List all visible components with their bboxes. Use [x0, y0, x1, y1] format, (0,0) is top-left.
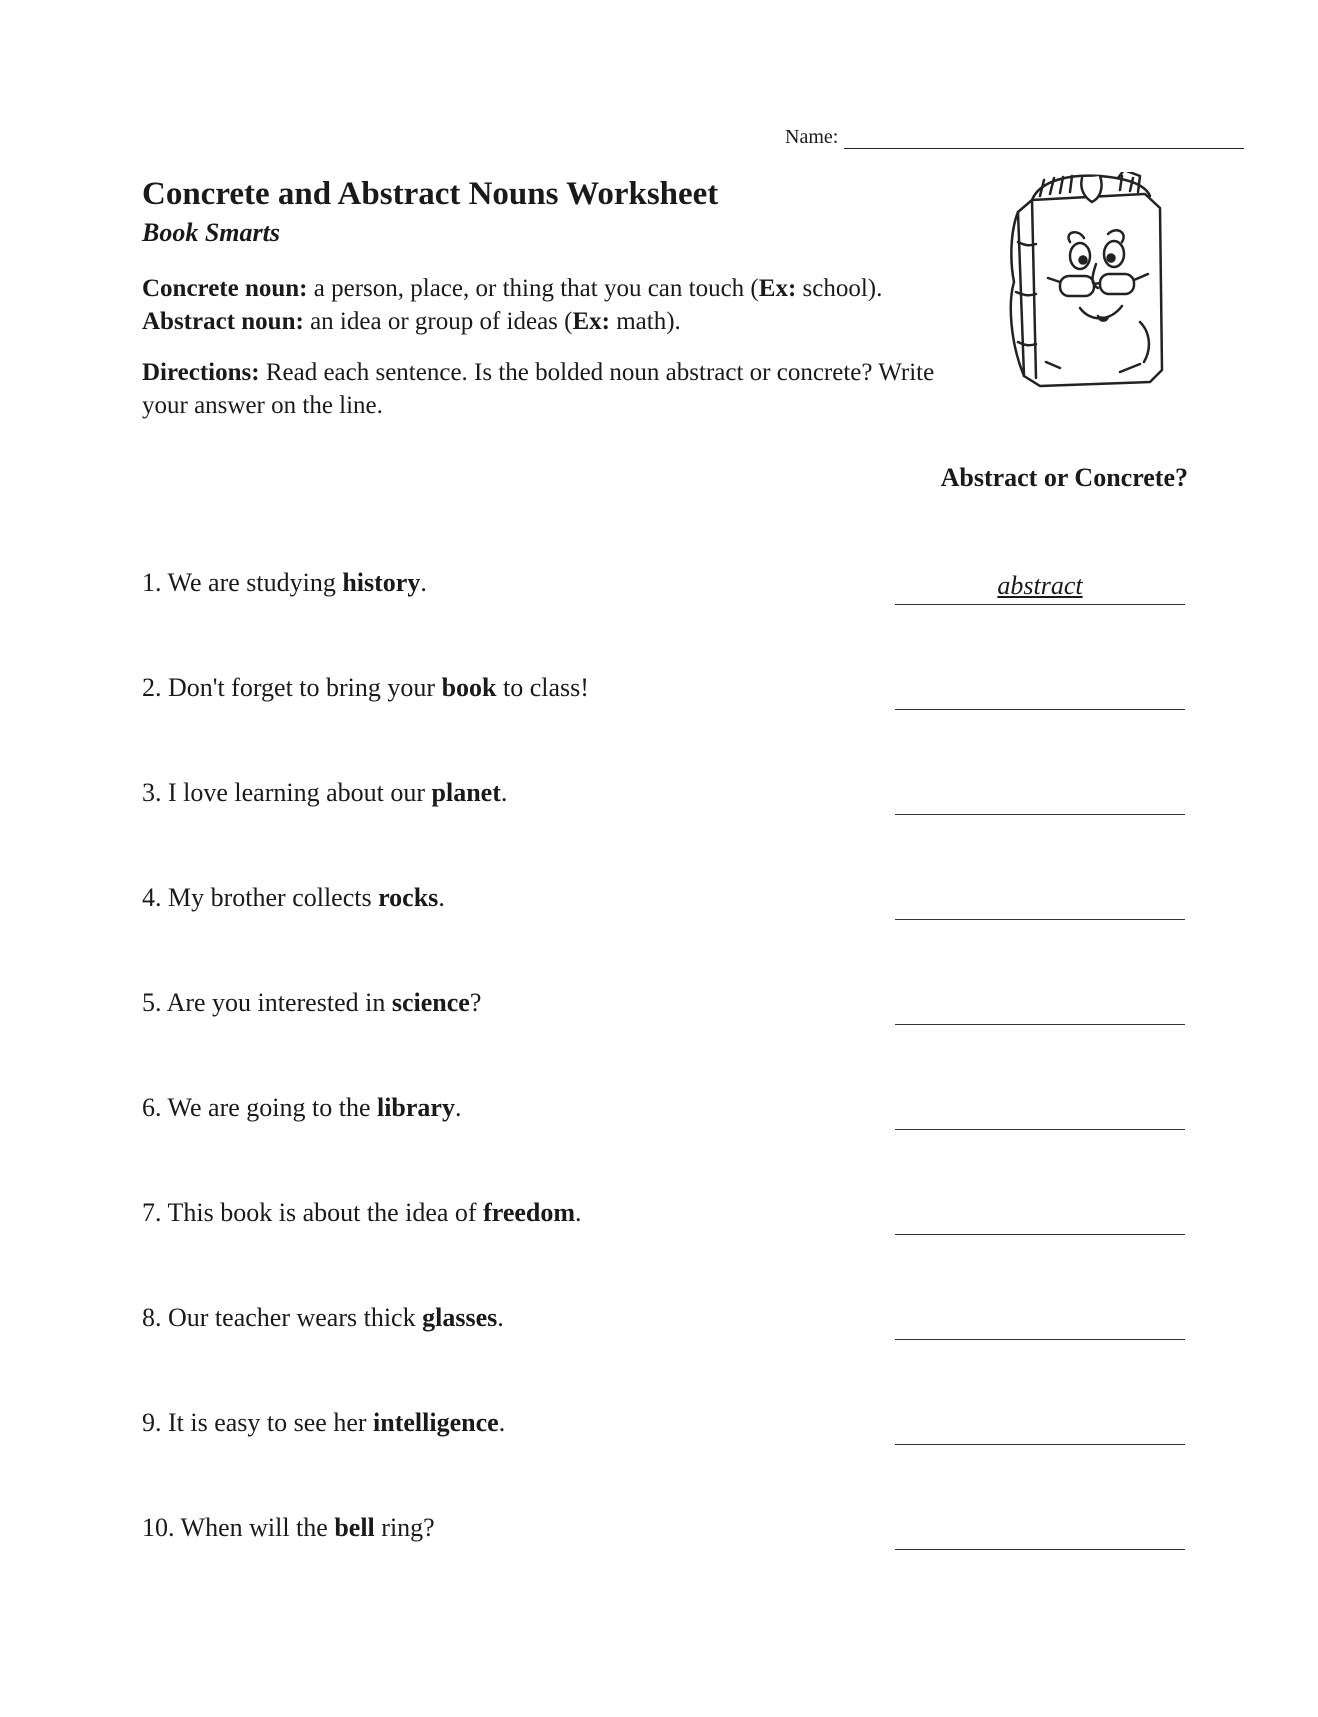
- abstract-ex-label: Ex:: [572, 308, 610, 335]
- answer-text-1: abstract: [997, 571, 1083, 600]
- answer-line-5[interactable]: [895, 988, 1185, 1025]
- abstract-definition: [142, 305, 882, 338]
- answer-line-1[interactable]: [895, 568, 1185, 605]
- answer-line-4[interactable]: [895, 883, 1185, 920]
- concrete-ex-label: Ex:: [758, 275, 797, 302]
- question-10: 10. When will the bell ring?: [142, 1513, 435, 1542]
- answer-line-10[interactable]: [895, 1513, 1185, 1550]
- question-3: 3. I love learning about our planet.: [142, 778, 508, 807]
- question-7: 7. This book is about the idea of freedom.: [142, 1198, 582, 1227]
- directions: [142, 356, 982, 422]
- directions-text: Read each sentence. Is the bolded noun abstract or concrete? Write your answer on the line.: [142, 359, 935, 419]
- concrete-text-1: a person, place, or thing that you can touch (: [307, 275, 759, 302]
- question-2: 2. Don't forget to bring your book to class!: [142, 673, 589, 702]
- worksheet-title: Concrete and Abstract Nouns Worksheet: [142, 176, 719, 212]
- directions-label: Directions:: [142, 359, 260, 386]
- answer-line-8[interactable]: [895, 1303, 1185, 1340]
- book-character-with-glasses-icon: [1000, 172, 1170, 398]
- answer-line-9[interactable]: [895, 1408, 1185, 1445]
- question-5: 5. Are you interested in science?: [142, 988, 482, 1017]
- definitions: [142, 272, 882, 338]
- abstract-label: Abstract noun:: [142, 308, 304, 335]
- answer-line-3[interactable]: [895, 778, 1185, 815]
- name-label: Name:: [785, 126, 839, 148]
- question-9: 9. It is easy to see her intelligence.: [142, 1408, 506, 1437]
- answer-column-header: Abstract or Concrete?: [940, 463, 1188, 492]
- concrete-text-2: school).: [796, 275, 883, 302]
- answer-line-7[interactable]: [895, 1198, 1185, 1235]
- answer-line-6[interactable]: [895, 1093, 1185, 1130]
- question-6: 6. We are going to the library.: [142, 1093, 462, 1122]
- question-4: 4. My brother collects rocks.: [142, 883, 445, 912]
- abstract-text-2: math).: [609, 308, 681, 335]
- worksheet-subtitle: Book Smarts: [142, 218, 280, 247]
- name-field[interactable]: [844, 128, 1244, 149]
- question-1: 1. We are studying history.: [142, 568, 427, 597]
- question-8: 8. Our teacher wears thick glasses.: [142, 1303, 504, 1332]
- concrete-label: Concrete noun:: [142, 275, 308, 302]
- abstract-text-1: an idea or group of ideas (: [303, 308, 573, 335]
- concrete-definition: [142, 272, 882, 305]
- name-row: [785, 126, 1244, 149]
- answer-line-2[interactable]: [895, 673, 1185, 710]
